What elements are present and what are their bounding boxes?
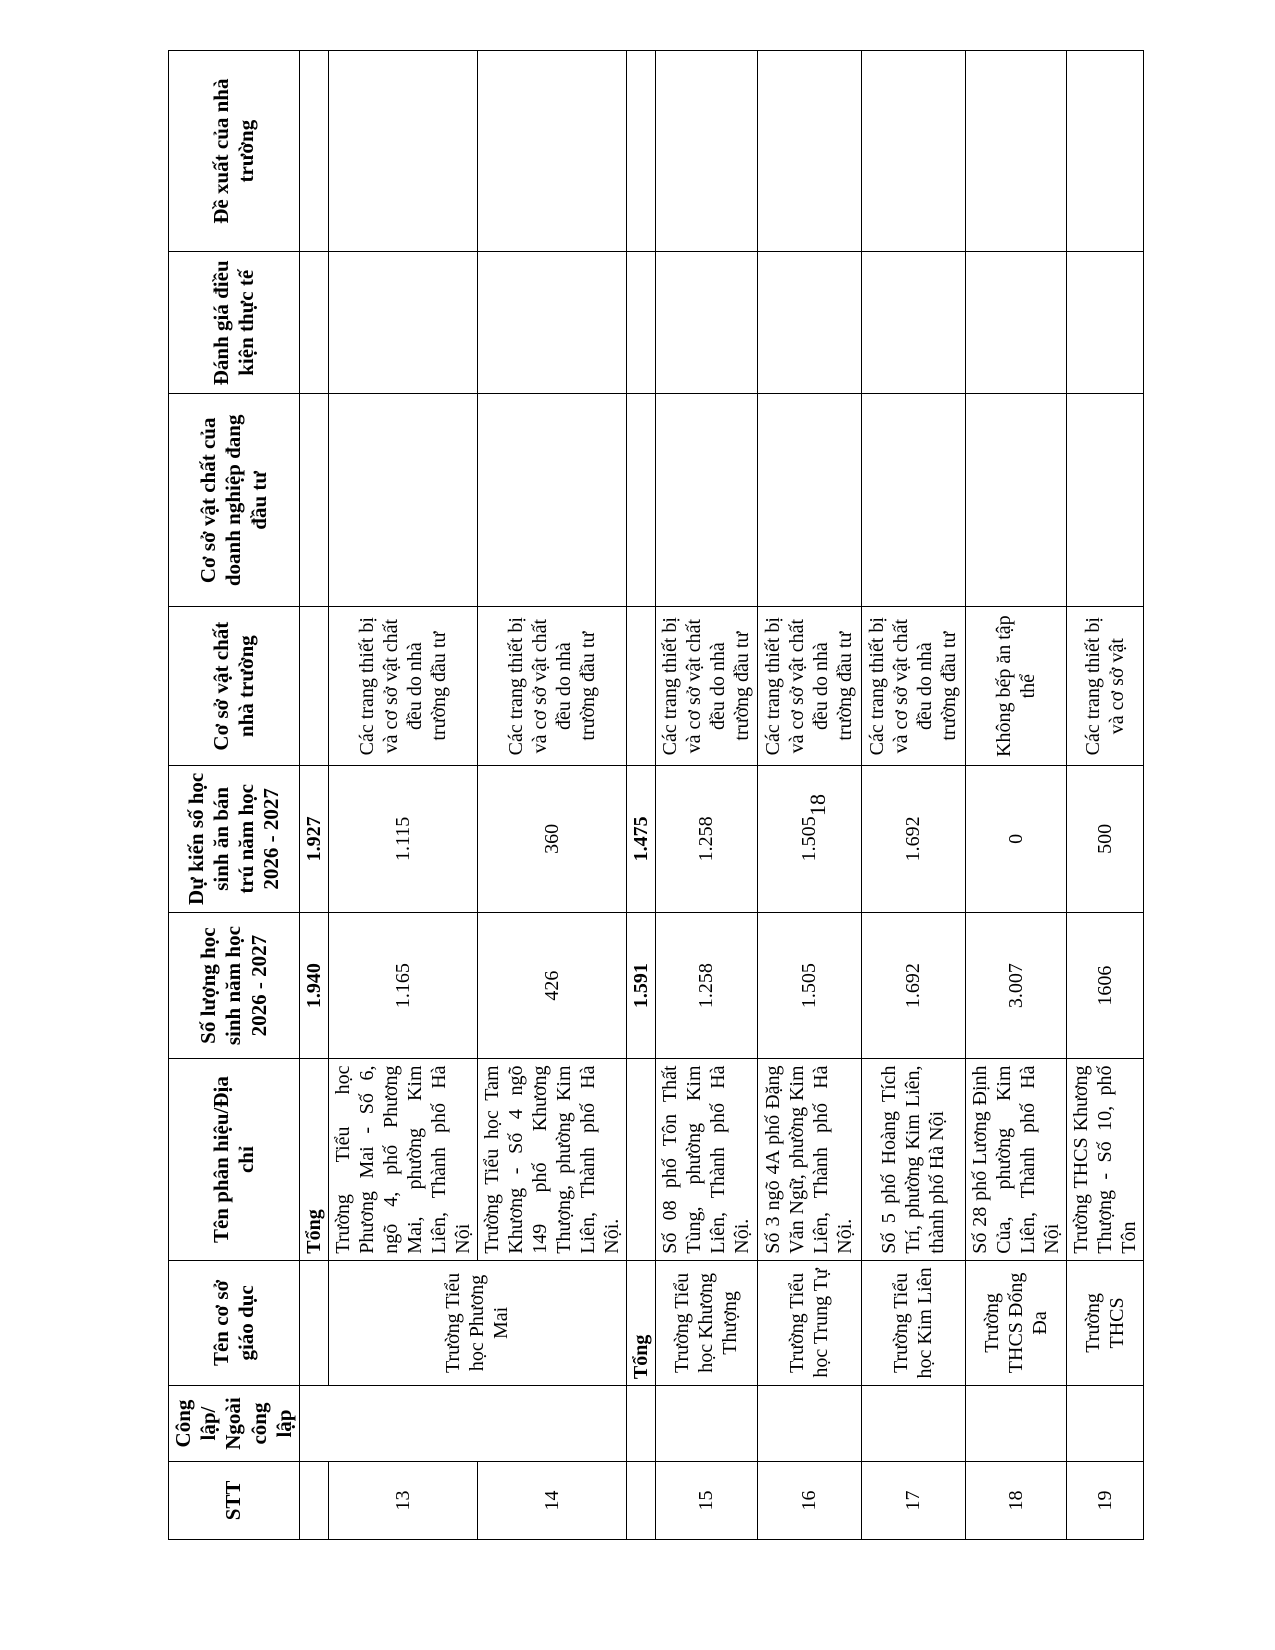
boarding: 360 [477, 765, 626, 912]
school-name: Trường THCS [1066, 1260, 1143, 1385]
total-label: Tổng [299, 1059, 328, 1260]
school-name: Trường Tiểu học Kim Liên [861, 1260, 965, 1385]
boarding: 500 [1066, 765, 1143, 912]
school-name: Trường Tiểu học Phương Mai [328, 1260, 626, 1385]
facility: Các trang thiết bị và cơ sở vật [1066, 607, 1143, 766]
stt: 15 [655, 1461, 757, 1539]
total-row-2 [626, 51, 655, 1540]
total-students: 1.940 [299, 912, 328, 1059]
school-name: Trường Tiểu học Trung Tự [757, 1260, 861, 1385]
rotated-table-container [168, 50, 1140, 1540]
school-table [168, 50, 1144, 1540]
table-row [757, 51, 861, 1540]
address: Số 08 phố Tôn Thất Tùng, phường Kim Liên, Thành phố Hà Nội. [655, 1059, 757, 1260]
table-row [655, 51, 757, 1540]
students: 1.258 [655, 912, 757, 1059]
total-boarding: 1.475 [626, 765, 655, 912]
facility: Các trang thiết bị và cơ sở vật chất đều do nhà trường đầu tư [328, 607, 477, 766]
students: 426 [477, 912, 626, 1059]
stt: 13 [328, 1461, 477, 1539]
address: Trường Tiểu học Tam Khương - Số 4 ngõ 149 phố Khương Thượng, phường Kim Liên, Thành phố Hà Nội. [477, 1059, 626, 1260]
stt: 19 [1066, 1461, 1143, 1539]
boarding: 1.258 [655, 765, 757, 912]
address: Số 5 phố Hoàng Tích Trí, phường Kim Liên, thành phố Hà Nội [861, 1059, 965, 1260]
school-name: Trường Tiểu học Khương Thượng [655, 1260, 757, 1385]
col-assessment: Đánh giá điều kiện thực tế [169, 252, 300, 394]
col-boarding: Dự kiến số học sinh ăn bán trú năm học 2026 - 2027 [169, 765, 300, 912]
table-row [328, 51, 477, 1540]
stt: 18 [965, 1461, 1066, 1539]
address: Trường Tiểu học Phương Mai - Số 6, ngõ 4, phố Phương Mai, phường Kim Liên, Thành phố Hà Nội [328, 1059, 477, 1260]
address: Trường THCS Khương Thượng - Số 10, phố Tôn [1066, 1059, 1143, 1260]
boarding: 1.115 [328, 765, 477, 912]
facility: Các trang thiết bị và cơ sở vật chất đều do nhà trường đầu tư [861, 607, 965, 766]
students: 3.007 [965, 912, 1066, 1059]
col-stt: STT [169, 1461, 300, 1539]
students: 1.692 [861, 912, 965, 1059]
stt: 17 [861, 1461, 965, 1539]
students: 1.505 [757, 912, 861, 1059]
table-row [861, 51, 965, 1540]
facility: Các trang thiết bị và cơ sở vật chất đều do nhà trường đầu tư [757, 607, 861, 766]
col-school: Tên cơ sở giáo dục [169, 1260, 300, 1385]
facility: Các trang thiết bị và cơ sở vật chất đều do nhà trường đầu tư [477, 607, 626, 766]
col-facility: Cơ sở vật chất nhà trường [169, 607, 300, 766]
address: Số 28 phố Lương Định Của, phường Kim Liên, Thành phố Hà Nội [965, 1059, 1066, 1260]
facility: Không bếp ăn tập thể [965, 607, 1066, 766]
header-row [169, 51, 300, 1540]
table-row [1066, 51, 1143, 1540]
col-address: Tên phân hiệu/Địa chỉ [169, 1059, 300, 1260]
boarding: 1.505 [757, 765, 861, 912]
page-number: 18 [805, 794, 830, 816]
total-label: Tổng [626, 1260, 655, 1385]
col-students: Số lượng học sinh năm học 2026 - 2027 [169, 912, 300, 1059]
facility: Các trang thiết bị và cơ sở vật chất đều do nhà trường đầu tư [655, 607, 757, 766]
boarding: 0 [965, 765, 1066, 912]
students: 1606 [1066, 912, 1143, 1059]
total-students: 1.591 [626, 912, 655, 1059]
col-enterprise: Cơ sở vật chất của doanh nghiệp đang đầu tư [169, 394, 300, 607]
students: 1.165 [328, 912, 477, 1059]
col-proposal: Đề xuất của nhà trường [169, 51, 300, 252]
table-row [965, 51, 1066, 1540]
address: Số 3 ngõ 4A phố Đặng Văn Ngữ, phường Kim Liên, Thành phố Hà Nội. [757, 1059, 861, 1260]
stt: 16 [757, 1461, 861, 1539]
col-public: Công lập/ Ngoài công lập [169, 1386, 300, 1462]
total-boarding: 1.927 [299, 765, 328, 912]
boarding: 1.692 [861, 765, 965, 912]
stt: 14 [477, 1461, 626, 1539]
total-row-1 [299, 51, 328, 1540]
school-name: Trường THCS Đống Đa [965, 1260, 1066, 1385]
